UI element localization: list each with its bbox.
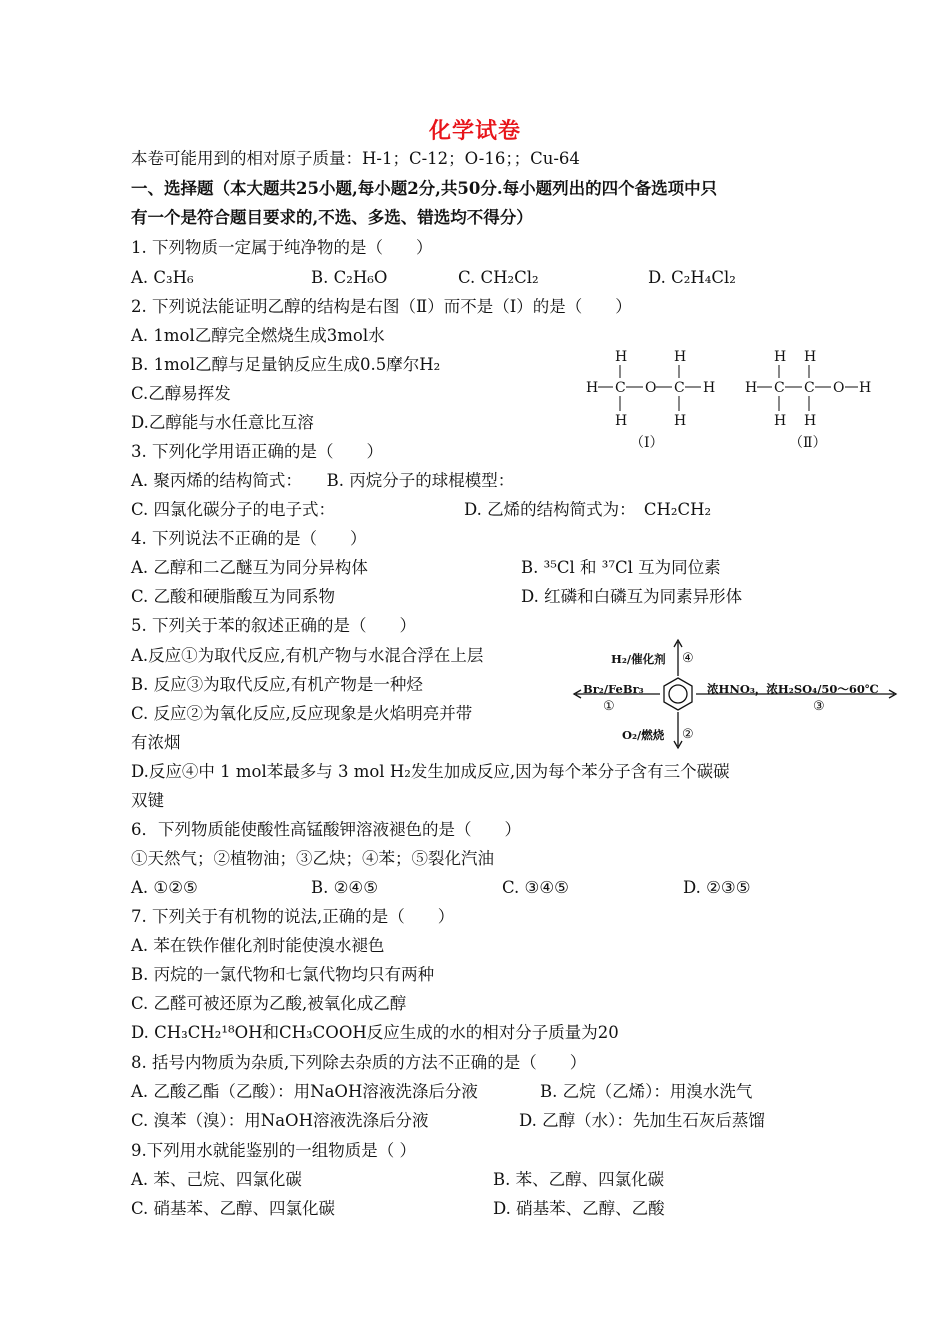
svg-text:H: H bbox=[804, 349, 817, 365]
question-2-option-b: B. 1mol乙醇与足量钠反应生成0.5摩尔H₂ bbox=[131, 355, 441, 374]
question-9-option-d: D. 硝基苯、乙醇、乙酸 bbox=[493, 1199, 665, 1218]
svg-text:O: O bbox=[645, 380, 657, 396]
question-6-items: ①天然气；②植物油；③乙炔；④苯；⑤裂化汽油 bbox=[131, 849, 494, 868]
question-6-option-d: D. ②③⑤ bbox=[683, 878, 751, 897]
question-8-option-a: A. 乙酸乙酯（乙酸）：用NaOH溶液洗涤后分液 bbox=[131, 1082, 478, 1101]
question-1-option-c: C. CH₂Cl₂ bbox=[458, 268, 539, 287]
question-2-option-c: C.乙醇易挥发 bbox=[131, 384, 231, 403]
question-5-option-c: C. 反应②为氧化反应,反应现象是火焰明亮并带 bbox=[131, 704, 473, 723]
question-1-option-d: D. C₂H₄Cl₂ bbox=[648, 268, 736, 287]
structure-label-2: （Ⅱ） bbox=[789, 435, 827, 451]
question-1-stem: 1. 下列物质一定属于纯净物的是（ ） bbox=[131, 238, 433, 257]
svg-text:O: O bbox=[833, 380, 845, 396]
page-title: 化学试卷 bbox=[428, 118, 521, 144]
question-5-option-b: B. 反应③为取代反应,有机产物是一种烃 bbox=[131, 675, 423, 694]
reaction-3-number: ③ bbox=[813, 699, 825, 714]
question-4-option-b: B. ³⁵Cl 和 ³⁷Cl 互为同位素 bbox=[521, 558, 721, 577]
question-3-options-ab: A. 聚丙烯的结构简式： B. 丙烷分子的球棍模型： bbox=[131, 471, 515, 490]
question-5-stem: 5. 下列关于苯的叙述正确的是（ ） bbox=[131, 616, 416, 635]
section-heading: 一、选择题（本大题共25小题,每小题2分,共50分.每小题列出的四个备选项中只 bbox=[131, 179, 718, 198]
question-7-option-a: A. 苯在铁作催化剂时能使溴水褪色 bbox=[131, 936, 385, 955]
atomic-masses-note: 本卷可能用到的相对原子质量：H-1；C-12；O-16；；Cu-64 bbox=[131, 149, 580, 168]
question-8-option-d: D. 乙醇（水）：先加生石灰后蒸馏 bbox=[519, 1111, 765, 1130]
svg-text:C: C bbox=[774, 380, 785, 396]
svg-text:H: H bbox=[774, 349, 787, 365]
svg-text:H: H bbox=[804, 413, 817, 429]
svg-text:H: H bbox=[615, 349, 628, 365]
question-3-stem: 3. 下列化学用语正确的是（ ） bbox=[131, 442, 383, 461]
question-6-option-c: C. ③④⑤ bbox=[502, 878, 569, 897]
reaction-2-number: ② bbox=[682, 727, 694, 742]
question-7-stem: 7. 下列关于有机物的说法,正确的是（ ） bbox=[131, 907, 455, 926]
question-9-stem: 9.下列用水就能鉴别的一组物质是（ ） bbox=[131, 1141, 416, 1160]
question-1-option-a: A. C₃H₆ bbox=[131, 268, 194, 287]
reaction-1-condition: Br₂/FeBr₃ bbox=[583, 682, 644, 696]
question-9-option-a: A. 苯、己烷、四氯化碳 bbox=[131, 1170, 302, 1189]
reaction-2-condition: O₂/燃烧 bbox=[622, 728, 665, 742]
question-4-stem: 4. 下列说法不正确的是（ ） bbox=[131, 529, 367, 548]
question-6-stem: 6．下列物质能使酸性高锰酸钾溶液褪色的是（ ） bbox=[131, 820, 521, 839]
question-5-option-a: A.反应①为取代反应,有机产物与水混合浮在上层 bbox=[131, 646, 484, 665]
question-2-stem: 2. 下列说法能证明乙醇的结构是右图（Ⅱ）而不是（Ⅰ）的是（ ） bbox=[131, 297, 632, 316]
svg-text:H: H bbox=[674, 413, 687, 429]
structure-label-1: （Ⅰ） bbox=[630, 435, 664, 451]
reaction-3-condition: 浓HNO₃，浓H₂SO₄/50～60℃ bbox=[707, 682, 879, 696]
question-9-option-b: B. 苯、乙醇、四氯化碳 bbox=[493, 1170, 665, 1189]
reaction-4-condition: H₂/催化剂 bbox=[611, 652, 666, 666]
question-9-option-c: C. 硝基苯、乙醇、四氯化碳 bbox=[131, 1199, 336, 1218]
question-6-option-a: A. ①②⑤ bbox=[131, 878, 198, 897]
svg-text:C: C bbox=[804, 380, 815, 396]
question-2-option-a: A. 1mol乙醇完全燃烧生成3mol水 bbox=[131, 326, 385, 345]
svg-text:H: H bbox=[745, 380, 758, 396]
question-5-option-d-cont: 双键 bbox=[131, 791, 164, 810]
svg-text:H: H bbox=[586, 380, 599, 396]
ethanol-structures-figure bbox=[578, 345, 878, 455]
svg-text:H: H bbox=[774, 413, 787, 429]
section-heading-cont: 有一个是符合题目要求的,不选、多选、错选均不得分） bbox=[131, 208, 533, 227]
reaction-1-number: ① bbox=[603, 699, 615, 714]
question-1-option-b: B. C₂H₆O bbox=[311, 268, 388, 287]
question-5-option-d: D.反应④中 1 mol苯最多与 3 mol H₂发生加成反应,因为每个苯分子含有三个碳碳 bbox=[131, 762, 730, 781]
question-4-option-d: D. 红磷和白磷互为同素异形体 bbox=[521, 587, 743, 606]
svg-text:C: C bbox=[615, 380, 626, 396]
question-5-option-c-cont: 有浓烟 bbox=[131, 733, 181, 752]
svg-text:H: H bbox=[615, 413, 628, 429]
question-6-option-b: B. ②④⑤ bbox=[311, 878, 378, 897]
question-3-option-d: D. 乙烯的结构简式为： CH₂CH₂ bbox=[464, 500, 712, 519]
svg-text:H: H bbox=[859, 380, 872, 396]
question-4-option-a: A. 乙醇和二乙醚互为同分异构体 bbox=[131, 558, 368, 577]
question-4-option-c: C. 乙酸和硬脂酸互为同系物 bbox=[131, 587, 336, 606]
svg-text:H: H bbox=[703, 380, 716, 396]
svg-text:H: H bbox=[674, 349, 687, 365]
question-7-option-c: C. 乙醛可被还原为乙酸,被氧化成乙醇 bbox=[131, 994, 407, 1013]
question-8-stem: 8. 括号内物质为杂质,下列除去杂质的方法不正确的是（ ） bbox=[131, 1053, 587, 1072]
question-7-option-d: D. CH₃CH₂¹⁸OH和CH₃COOH反应生成的水的相对分子质量为20 bbox=[131, 1023, 619, 1042]
question-2-option-d: D.乙醇能与水任意比互溶 bbox=[131, 413, 314, 432]
question-8-option-b: B. 乙烷（乙烯）：用溴水洗气 bbox=[540, 1082, 753, 1101]
question-3-option-c: C. 四氯化碳分子的电子式： bbox=[131, 500, 336, 519]
question-7-option-b: B. 丙烷的一氯代物和七氯代物均只有两种 bbox=[131, 965, 435, 984]
reaction-4-number: ④ bbox=[682, 651, 694, 666]
question-8-option-c: C. 溴苯（溴）：用NaOH溶液洗涤后分液 bbox=[131, 1111, 429, 1130]
svg-text:C: C bbox=[674, 380, 685, 396]
